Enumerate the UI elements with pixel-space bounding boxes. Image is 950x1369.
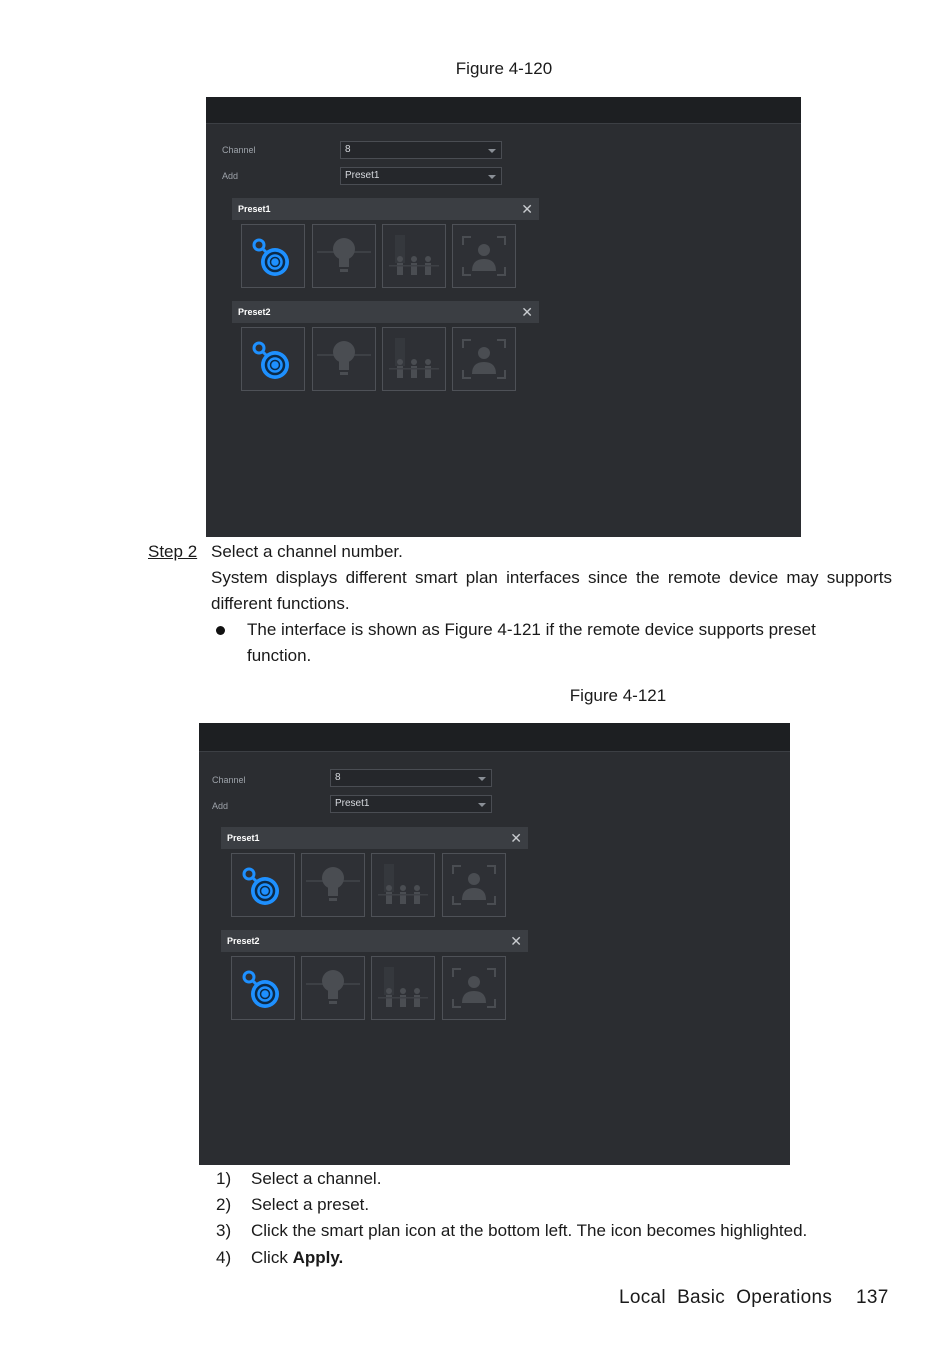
smart-plan-tile[interactable] (301, 956, 365, 1020)
screenshot-panel-2 (199, 723, 790, 1165)
preset-name: Preset1 (238, 204, 271, 214)
add-label: Add (222, 171, 239, 181)
preset-name: Preset2 (227, 936, 260, 946)
step-text: Select a channel. (251, 1169, 382, 1188)
preset-name: Preset2 (238, 307, 271, 317)
channel-select[interactable] (330, 769, 492, 787)
smart-plan-tile[interactable] (382, 327, 446, 391)
channel-value: 8 (335, 772, 341, 783)
page-number: 137 (856, 1287, 889, 1308)
smart-plan-highlighted-icon (242, 328, 304, 390)
add-preset-value: Preset1 (345, 170, 380, 181)
bulb-icon (302, 957, 364, 1019)
smart-plan-tile[interactable] (442, 853, 506, 917)
channel-select[interactable] (340, 141, 502, 159)
face-detection-icon (443, 854, 505, 916)
channel-value: 8 (345, 144, 351, 155)
smart-plan-tile[interactable] (231, 956, 295, 1020)
channel-label: Channel (212, 775, 246, 785)
step-number: 1) (216, 1169, 232, 1188)
smart-plan-tile[interactable] (382, 224, 446, 288)
preset-header (232, 301, 539, 323)
smart-plan-tile[interactable] (312, 327, 376, 391)
add-preset-value: Preset1 (335, 798, 370, 809)
step-number: 2) (216, 1195, 232, 1214)
smart-plan-tile[interactable] (442, 956, 506, 1020)
close-icon[interactable]: ✕ (510, 830, 522, 846)
chevron-down-icon (488, 175, 496, 179)
chevron-down-icon (478, 803, 486, 807)
smart-plan-highlighted-icon (232, 854, 294, 916)
smart-plan-tile[interactable] (231, 853, 295, 917)
step-text-plain: Click (251, 1248, 293, 1267)
title-bar (199, 723, 790, 752)
smart-plan-highlighted-icon (242, 225, 304, 287)
bullet-icon (216, 626, 225, 635)
preset-header (221, 827, 528, 849)
smart-plan-tile[interactable] (371, 956, 435, 1020)
bulb-icon (302, 854, 364, 916)
step-text: Select a preset. (251, 1195, 370, 1214)
smart-plan-tile[interactable] (452, 224, 516, 288)
close-icon[interactable]: ✕ (510, 933, 522, 949)
smart-plan-tile[interactable] (241, 224, 305, 288)
step-number: 4) (216, 1248, 232, 1267)
bulb-icon (313, 225, 375, 287)
screenshot-panel-1 (206, 97, 801, 537)
close-icon[interactable]: ✕ (521, 201, 533, 217)
channel-label: Channel (222, 145, 256, 155)
smart-plan-tile[interactable] (312, 224, 376, 288)
step-text: Click the smart plan icon at the bottom left. The icon becomes highlighted. (251, 1221, 808, 1240)
preset-name: Preset1 (227, 833, 260, 843)
face-detection-icon (453, 225, 515, 287)
bullet-text: The interface is shown as Figure 4-121 if the remote device supports preset function. (247, 620, 816, 665)
smart-plan-tile[interactable] (241, 327, 305, 391)
apply-keyword: Apply. (292, 1248, 344, 1267)
people-counting-icon (383, 225, 445, 287)
bulb-icon (313, 328, 375, 390)
step-title: Select a channel number. (211, 542, 403, 561)
add-preset-select[interactable] (340, 167, 502, 185)
title-bar (206, 97, 801, 124)
face-detection-icon (443, 957, 505, 1019)
close-icon[interactable]: ✕ (521, 304, 533, 320)
smart-plan-tile[interactable] (301, 853, 365, 917)
smart-plan-highlighted-icon (232, 957, 294, 1019)
add-preset-select[interactable] (330, 795, 492, 813)
smart-plan-tile[interactable] (452, 327, 516, 391)
step-label: Step 2 (148, 542, 198, 561)
add-label: Add (212, 801, 229, 811)
chevron-down-icon (488, 149, 496, 153)
people-counting-icon (383, 328, 445, 390)
preset-header (232, 198, 539, 220)
step-number: 3) (216, 1221, 232, 1240)
figure-caption-4-120: Figure 4-120 (455, 59, 553, 78)
preset-header (221, 930, 528, 952)
step-text (251, 1245, 343, 1271)
chevron-down-icon (478, 777, 486, 781)
step-description: System displays different smart plan interfaces since the remote device may supports different functions. (211, 568, 892, 613)
footer-section: Local Basic Operations (619, 1287, 833, 1308)
face-detection-icon (453, 328, 515, 390)
smart-plan-tile[interactable] (371, 853, 435, 917)
people-counting-icon (372, 957, 434, 1019)
figure-caption-4-121: Figure 4-121 (569, 686, 667, 705)
people-counting-icon (372, 854, 434, 916)
